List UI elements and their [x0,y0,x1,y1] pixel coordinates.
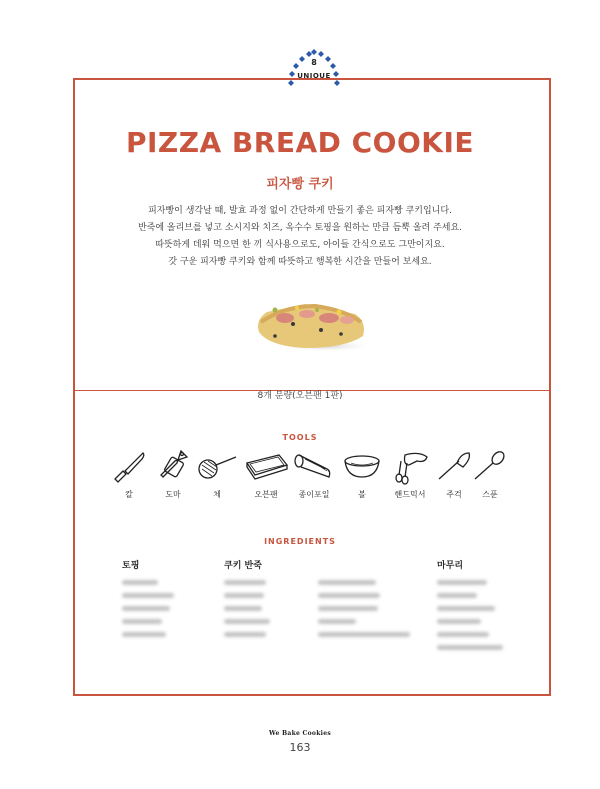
blurred-ingredient [318,580,376,585]
ingredients-column-heading: 마무리 [437,561,464,571]
parchment-roll-icon [291,447,337,485]
blurred-ingredient [437,632,489,637]
knife-icon [109,447,149,485]
tool-knife [105,447,153,500]
blurred-ingredient [318,593,380,598]
tools-heading: TOOLS [282,433,318,442]
hand-mixer-icon [387,447,433,485]
blurred-ingredient [437,645,503,650]
blurred-ingredient [437,580,487,585]
tool-label: 핸드믹서 [394,490,426,499]
ingredients-column-heading: 토핑 [122,561,140,571]
ingredients-column-finish [437,558,517,650]
description-line: 피자빵이 생각날 때, 발효 과정 없이 간단하게 만들기 좋은 피자빵 쿠키입니다. [148,206,452,216]
blurred-ingredient [318,606,378,611]
tool-spoon [466,447,514,500]
blurred-ingredient [122,619,162,624]
serving-text: 8개 분량(오븐팬 1판) [249,391,350,401]
tool-label: 칼 [125,490,133,499]
ingredients-column-topping [122,558,192,637]
blurred-ingredient [437,606,495,611]
blurred-ingredient [318,619,356,624]
ingredients-heading: INGREDIENTS [264,537,336,546]
oven-pan-icon [243,447,289,485]
sieve-icon [194,447,240,485]
tool-label: 도마 [165,490,181,499]
recipe-description [100,203,500,271]
tool-label: 체 [213,490,221,499]
description-line: 반죽에 올리브를 넣고 소시지와 치즈, 옥수수 토핑을 원하는 만큼 듬뿍 올려 주세요. [137,223,463,233]
ingredients-column-heading: 쿠키 반죽 [224,561,262,571]
blurred-ingredient [122,580,158,585]
tool-parchment [290,447,338,500]
blurred-ingredient [224,593,264,598]
ingredients-column-heading [318,558,418,572]
tool-label: 스푼 [482,490,498,499]
blurred-ingredient [437,619,481,624]
tool-hand-mixer [386,447,434,500]
blurred-ingredient [224,632,266,637]
description-line: 따뜻하게 데워 먹으면 한 끼 식사용으로도, 아이들 간식으로도 그만이지요. [155,240,445,250]
blurred-ingredient [122,606,170,611]
tool-label: 종이포일 [298,490,330,499]
tool-oven-pan [242,447,290,500]
blurred-ingredient [122,593,174,598]
bowl-icon [339,447,385,485]
blurred-ingredient [224,606,262,611]
blurred-ingredient [224,580,266,585]
cutting-board-icon [153,447,193,485]
tool-label: 볼 [358,490,366,499]
blurred-ingredient [122,632,166,637]
description-line: 갓 구운 피자빵 쿠키와 함께 따뜻하고 행복한 시간을 만들어 보세요. [168,257,432,267]
ingredients-column-dough [224,558,304,637]
ingredients-column-dough-2 [318,558,418,637]
tool-sieve [193,447,241,500]
badge-label: UNIQUE [297,72,331,80]
tool-label: 오븐팬 [254,490,278,499]
pizza-cookie-photo [245,290,375,354]
recipe-title: PIZZA BREAD COOKIE [125,126,475,159]
recipe-subtitle: 피자빵 쿠키 [266,177,334,192]
footer-brand: We Bake Cookies [268,730,332,737]
tool-cutting-board [149,447,197,500]
tool-bowl [338,447,386,500]
blurred-ingredient [318,632,410,637]
badge-number: 8 [311,58,317,67]
tool-label: 주걱 [446,490,462,499]
spoon-icon [467,447,513,485]
blurred-ingredient [224,619,270,624]
page-number: 163 [289,741,311,754]
serving-size [0,383,600,402]
blurred-ingredient [437,593,477,598]
